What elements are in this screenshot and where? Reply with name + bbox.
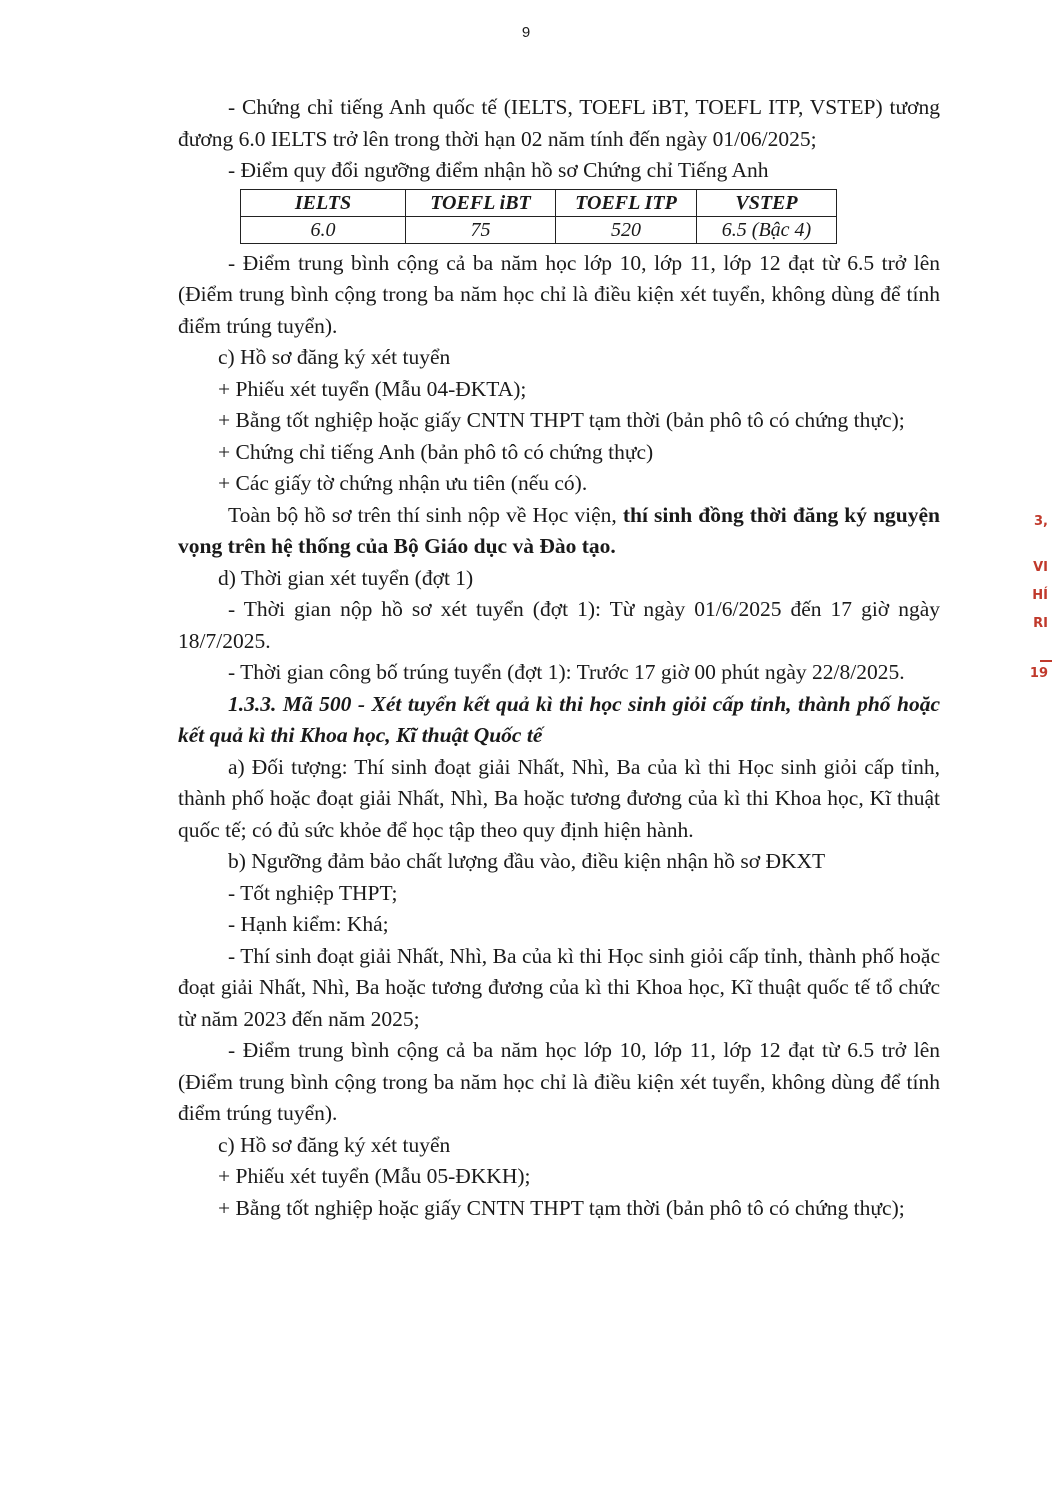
list-item: + Bằng tốt nghiệp hoặc giấy CNTN THPT tạm thời (bản phô tô có chứng thực);: [218, 1195, 905, 1220]
paragraph-award-requirement: - Thí sinh đoạt giải Nhất, Nhì, Ba của kì thi Học sinh giỏi cấp tỉnh, thành phố hoặc đoạt giải Nhất, Nhì, Ba hoặc tương đương của kì thi Khoa học, Kĩ thuật quốc tế tổ chức từ năm 2023 đến năm 2025;: [178, 943, 940, 1031]
list-item: + Các giấy tờ chứng nhận ưu tiên (nếu có).: [218, 471, 588, 495]
table-cell: 6.0: [241, 216, 406, 243]
list-item: + Bằng tốt nghiệp hoặc giấy CNTN THPT tạm thời (bản phô tô có chứng thực);: [218, 408, 905, 432]
paragraph-schedule-heading: d) Thời gian xét tuyển (đợt 1): [218, 565, 474, 590]
paragraph-submission-time: - Thời gian nộp hồ sơ xét tuyển (đợt 1): Từ ngày 01/6/2025 đến 17 giờ ngày 18/7/2025.: [178, 597, 940, 653]
paragraph-gpa-requirement: - Điểm trung bình cộng cả ba năm học lớp 10, lớp 11, lớp 12 đạt từ 6.5 trở lên (Điểm trung bình cộng trong ba năm học chỉ là điều kiện xét tuyển, không dùng để tính điểm trúng tuyển).: [178, 250, 940, 338]
stamp-fragment: HÍ: [1032, 588, 1048, 603]
paragraph-threshold-heading: b) Ngưỡng đảm bảo chất lượng đầu vào, điều kiện nhận hồ sơ ĐKXT: [228, 849, 826, 873]
paragraph-dossier-heading-2: c) Hồ sơ đăng ký xét tuyển: [218, 1132, 451, 1157]
paragraph-eligibility: a) Đối tượng: Thí sinh đoạt giải Nhất, Nhì, Ba của kì thi Học sinh giỏi cấp tỉnh, thành phố hoặc đoạt giải Nhất, Nhì, Ba hoặc tương đương của kì thi Khoa học, Kĩ thuật quốc tế; có đủ sức khỏe để học tập theo quy định hiện hành.: [178, 754, 940, 842]
section-heading: 1.3.3. Mã 500 - Xét tuyển kết quả kì thi học sinh giỏi cấp tỉnh, thành phố hoặc kết quả kì thi Khoa học, Kĩ thuật Quốc tế: [178, 691, 940, 747]
table-header-cell: TOEFL ITP: [556, 189, 697, 216]
stamp-fragment: RI: [1033, 616, 1048, 631]
list-item: + Chứng chỉ tiếng Anh (bản phô tô có chứng thực): [218, 439, 654, 464]
table-header-cell: TOEFL iBT: [406, 189, 556, 216]
score-conversion-table: [240, 189, 837, 244]
list-item: + Phiếu xét tuyển (Mẫu 05-ĐKKH);: [218, 1164, 531, 1188]
stamp-fragment: 3,: [1034, 514, 1048, 529]
document-body: [178, 92, 940, 1224]
paragraph-dossier-heading: c) Hồ sơ đăng ký xét tuyển: [218, 345, 451, 369]
stamp-fragment: VI: [1033, 560, 1048, 575]
paragraph-english-certificate: - Chứng chỉ tiếng Anh quốc tế (IELTS, TOEFL iBT, TOEFL ITP, VSTEP) tương đương 6.0 IELTS trở lên trong thời hạn 02 năm tính đến ngày 01/06/2025;: [178, 95, 940, 151]
submission-note-text: Toàn bộ hồ sơ trên thí sinh nộp về Học viện,: [228, 502, 623, 527]
paragraph-gpa-requirement-2: - Điểm trung bình cộng cả ba năm học lớp 10, lớp 11, lớp 12 đạt từ 6.5 trở lên (Điểm trung bình cộng trong ba năm học chỉ là điều kiện xét tuyển, không dùng để tính điểm trúng tuyển).: [178, 1038, 940, 1125]
table-cell: 75: [406, 216, 556, 243]
stamp-line: [1040, 660, 1052, 662]
paragraph-submission-note: [178, 500, 940, 563]
table-cell: 520: [556, 216, 697, 243]
list-item: - Hạnh kiểm: Khá;: [228, 912, 389, 936]
page-number: 9: [521, 24, 531, 41]
table-cell: 6.5 (Bậc 4): [697, 216, 837, 243]
table-row: [241, 216, 837, 243]
list-item: - Tốt nghiệp THPT;: [228, 880, 398, 905]
table-header-row: [241, 189, 837, 216]
red-stamp-edge: [1026, 500, 1052, 690]
submission-note-emphasis: thí sinh đồng thời đăng ký nguyện vọng trên hệ thống của Bộ Giáo dục và Đào tạo.: [178, 502, 940, 558]
stamp-fragment: 19: [1029, 666, 1048, 681]
table-header-cell: VSTEP: [697, 189, 837, 216]
paragraph-score-conversion: - Điểm quy đổi ngưỡng điểm nhận hồ sơ Chứng chỉ Tiếng Anh: [228, 158, 769, 182]
table-header-cell: IELTS: [241, 189, 406, 216]
list-item: + Phiếu xét tuyển (Mẫu 04-ĐKTA);: [218, 376, 527, 401]
paragraph-announcement-time: - Thời gian công bố trúng tuyển (đợt 1): Trước 17 giờ 00 phút ngày 22/8/2025.: [228, 660, 905, 684]
